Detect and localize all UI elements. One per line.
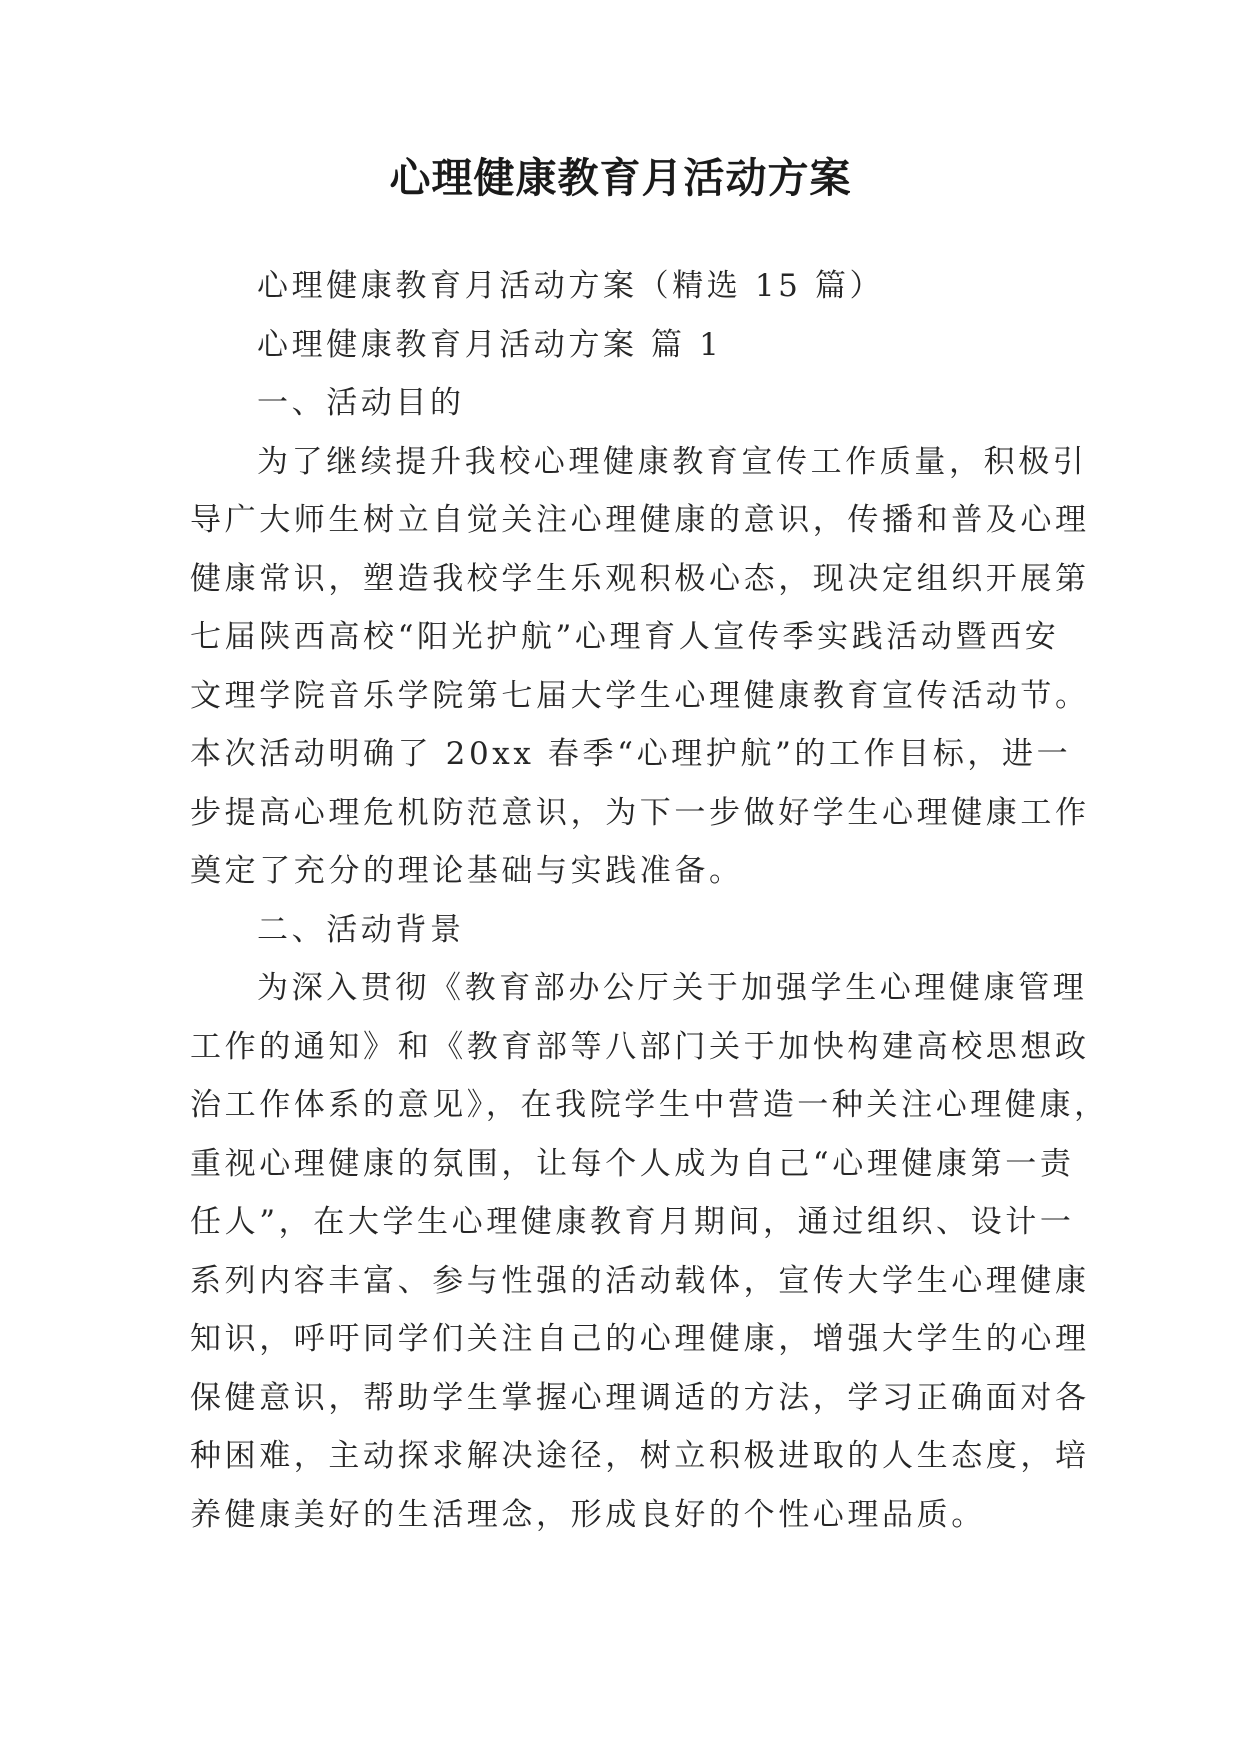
text-line: 奠定了充分的理论基础与实践准备。 [190,853,744,889]
text-line: 任人”，在大学生心理健康教育月期间，通过组织、设计一 [190,1204,1075,1240]
text-line: 种困难，主动探求解决途径，树立积极进取的人生态度，培 [190,1438,1090,1474]
text-line: 二、活动背景 [257,911,465,948]
text-line: 养健康美好的生活理念，形成良好的个性心理品质。 [190,1496,986,1533]
text-line: 文理学院音乐学院第七届大学生心理健康教育宣传活动节。 [190,677,1090,714]
text-line: 本次活动明确了 20xx 春季“心理护航”的工作目标，进一 [190,736,1072,772]
text-line: 步提高心理危机防范意识，为下一步做好学生心理健康工作 [190,794,1090,831]
text-line: 健康常识，塑造我校学生乐观积极心态，现决定组织开展第 [190,560,1090,597]
text-line: 一、活动目的 [257,385,465,421]
text-line: 心理健康教育月活动方案 篇 1 [257,326,723,363]
text-line: 工作的通知》和《教育部等八部门关于加快构建高校思想政 [190,1028,1090,1065]
text-line: 心理健康教育月活动方案（精选 15 篇） [257,268,885,304]
document-title: 心理健康教育月活动方案 [389,154,852,202]
text-line: 为了继续提升我校心理健康教育宣传工作质量，积极引 [257,443,1088,480]
text-line: 导广大师生树立自觉关注心理健康的意识，传播和普及心理 [190,502,1090,538]
text-line: 重视心理健康的氛围，让每个人成为自己“心理健康第一责 [190,1145,1075,1182]
text-line: 治工作体系的意见》，在我院学生中营造一种关注心理健康， [190,1087,1109,1123]
text-line: 知识，呼吁同学们关注自己的心理健康，增强大学生的心理 [190,1321,1090,1357]
text-line: 为深入贯彻《教育部办公厅关于加强学生心理健康管理 [257,970,1088,1006]
text-line: 系列内容丰富、参与性强的活动载体，宣传大学生心理健康 [190,1262,1090,1299]
text-line: 保健意识，帮助学生掌握心理调适的方法，学习正确面对各 [190,1379,1090,1416]
text-line: 七届陕西高校“阳光护航”心理育人宣传季实践活动暨西安 [190,619,1060,655]
document-body [190,257,1109,1544]
